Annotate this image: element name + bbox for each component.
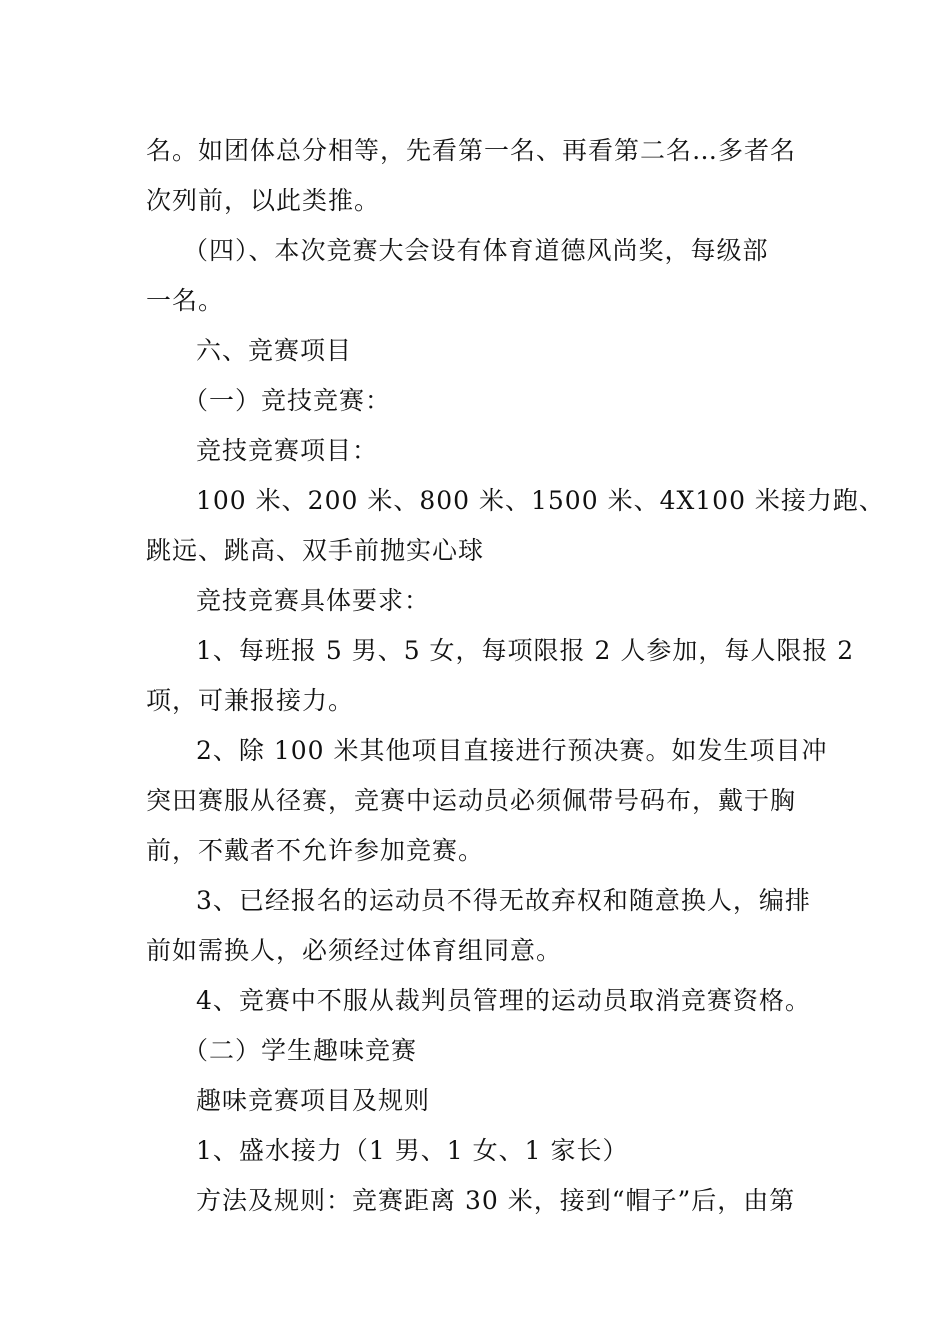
text-line: （四）、本次竞赛大会设有体育道德风尚奖，每级部 bbox=[183, 236, 769, 265]
text-line: 4、竞赛中不服从裁判员管理的运动员取消竞赛资格。 bbox=[196, 986, 811, 1015]
text-line: 项，可兼报接力。 bbox=[146, 686, 355, 715]
text-line: 100 米、200 米、800 米、1500 米、4X100 米接力跑、 bbox=[196, 486, 885, 515]
text-line: 名。如团体总分相等，先看第一名、再看第二名…多者名 bbox=[146, 136, 797, 165]
text-line: 次列前，以此类推。 bbox=[146, 186, 381, 215]
text-line: 前如需换人，必须经过体育组同意。 bbox=[146, 936, 563, 965]
text-line: 方法及规则：竞赛距离 30 米，接到“帽子”后，由第 bbox=[196, 1186, 796, 1215]
text-line: 跳远、跳高、双手前抛实心球 bbox=[146, 536, 485, 565]
text-line: 一名。 bbox=[146, 286, 225, 315]
text-line: 2、除 100 米其他项目直接进行预决赛。如发生项目冲 bbox=[196, 736, 828, 765]
text-line: 竞技竞赛项目： bbox=[196, 436, 379, 465]
text-line: 1、盛水接力（1 男、1 女、1 家长） bbox=[196, 1136, 629, 1165]
subsection-heading: （一）竞技竞赛： bbox=[183, 386, 392, 415]
text-line: 竞技竞赛具体要求： bbox=[196, 586, 431, 615]
text-line: 前，不戴者不允许参加竞赛。 bbox=[146, 836, 485, 865]
subsection-heading: （二）学生趣味竞赛 bbox=[183, 1036, 418, 1065]
text-line: 突田赛服从径赛，竞赛中运动员必须佩带号码布，戴于胸 bbox=[146, 786, 797, 815]
text-line: 3、已经报名的运动员不得无故弃权和随意换人，编排 bbox=[196, 886, 811, 915]
text-line: 趣味竞赛项目及规则 bbox=[196, 1086, 431, 1115]
text-line: 1、每班报 5 男、5 女，每项限报 2 人参加，每人限报 2 bbox=[196, 636, 855, 665]
section-heading: 六、竞赛项目 bbox=[196, 336, 353, 365]
